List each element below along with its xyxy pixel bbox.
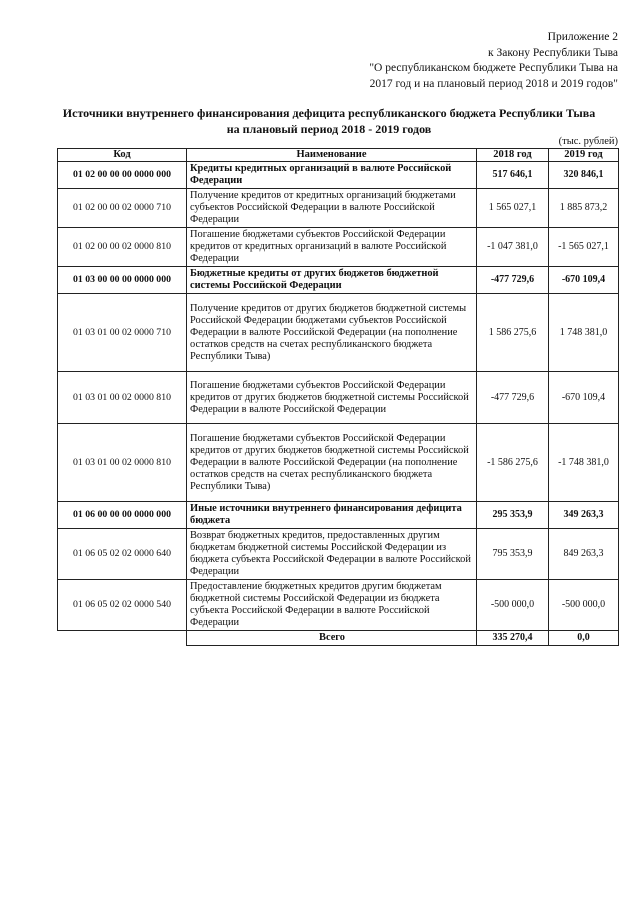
row-value-2019: 1 748 381,0 <box>549 294 619 372</box>
row-name: Погашение бюджетами субъектов Российской Федерации кредитов от других бюджетов бюджетной системы Российской Федерации в валюте Российской Федерации <box>187 372 477 424</box>
row-code: 01 02 00 00 00 0000 000 <box>58 162 187 189</box>
appendix-line: 2017 год и на плановый период 2018 и 2019 годов" <box>369 77 618 90</box>
row-value-2019: 849 263,3 <box>549 529 619 580</box>
row-value-2018: -477 729,6 <box>477 372 549 424</box>
total-value-2018: 335 270,4 <box>477 631 549 646</box>
row-value-2019: 349 263,3 <box>549 502 619 529</box>
row-name: Погашение бюджетами субъектов Российской Федерации кредитов от кредитных организаций в валюте Российской Федерации <box>187 228 477 267</box>
row-code: 01 03 01 00 02 0000 710 <box>58 294 187 372</box>
total-empty-cell <box>58 631 187 646</box>
appendix-header <box>369 30 618 92</box>
row-value-2019: 320 846,1 <box>549 162 619 189</box>
header-code: Код <box>58 149 187 162</box>
table-row <box>58 529 619 580</box>
table-row <box>58 502 619 529</box>
row-value-2019: -1 748 381,0 <box>549 424 619 502</box>
document-title-line: на плановый период 2018 - 2019 годов <box>226 121 432 136</box>
row-name: Кредиты кредитных организаций в валюте Российской Федерации <box>187 162 477 189</box>
document-title <box>40 106 618 137</box>
row-code: 01 06 05 02 02 0000 640 <box>58 529 187 580</box>
row-name: Предоставление бюджетных кредитов другим бюджетам бюджетной системы Российской Федерации из бюджета субъекта Российской Федерации в валюте Российской Федерации <box>187 580 477 631</box>
row-value-2019: -500 000,0 <box>549 580 619 631</box>
header-2018: 2018 год <box>477 149 549 162</box>
table-row <box>58 162 619 189</box>
row-value-2019: -1 565 027,1 <box>549 228 619 267</box>
row-value-2018: -500 000,0 <box>477 580 549 631</box>
appendix-line: "О республиканском бюджете Республики Тыва на <box>369 62 618 74</box>
row-code: 01 06 05 02 02 0000 540 <box>58 580 187 631</box>
unit-label: (тыс. рублей) <box>558 136 618 147</box>
row-value-2018: -1 586 275,6 <box>477 424 549 502</box>
row-value-2019: 1 885 873,2 <box>549 189 619 228</box>
row-name: Получение кредитов от кредитных организаций бюджетами субъектов Российской Федерации в валюте Российской Федерации <box>187 189 477 228</box>
row-code: 01 03 01 00 02 0000 810 <box>58 424 187 502</box>
row-value-2018: 295 353,9 <box>477 502 549 529</box>
row-name: Иные источники внутреннего финансирования дефицита бюджета <box>187 502 477 529</box>
financing-table <box>57 148 619 646</box>
header-2019: 2019 год <box>549 149 619 162</box>
row-name: Погашение бюджетами субъектов Российской Федерации кредитов от других бюджетов бюджетной системы Российской Федерации в валюте Российской Федерации (на пополнение остатков средств на счетах республиканского бюджета Республики Тыва) <box>187 424 477 502</box>
header-name: Наименование <box>187 149 477 162</box>
table-row <box>58 189 619 228</box>
total-row <box>58 631 619 646</box>
row-value-2018: 795 353,9 <box>477 529 549 580</box>
document-title-line: Источники внутреннего финансирования дефицита республиканского бюджета Республики Тыва <box>62 106 596 120</box>
table-row <box>58 228 619 267</box>
row-value-2018: 1 565 027,1 <box>477 189 549 228</box>
table-row <box>58 372 619 424</box>
total-value-2019: 0,0 <box>549 631 619 646</box>
row-value-2019: -670 109,4 <box>549 372 619 424</box>
table-header-row <box>58 149 619 162</box>
table-row <box>58 267 619 294</box>
row-code: 01 03 00 00 00 0000 000 <box>58 267 187 294</box>
row-code: 01 02 00 00 02 0000 810 <box>58 228 187 267</box>
row-value-2018: 517 646,1 <box>477 162 549 189</box>
appendix-line: Приложение 2 <box>547 31 618 43</box>
row-value-2018: 1 586 275,6 <box>477 294 549 372</box>
row-value-2018: -1 047 381,0 <box>477 228 549 267</box>
row-name: Возврат бюджетных кредитов, предоставленных другим бюджетам бюджетной системы Российской Федерации из бюджета субъекта Российской Федерации в валюте Российской Федерации <box>187 529 477 580</box>
row-code: 01 02 00 00 02 0000 710 <box>58 189 187 228</box>
total-label: Всего <box>187 631 477 646</box>
row-name: Получение кредитов от других бюджетов бюджетной системы Российской Федерации бюджетами субъектов Российской Федерации в валюте Российской Федерации (на пополнение остатков средств на счетах республиканского бюджета Республики Тыва) <box>187 294 477 372</box>
row-value-2019: -670 109,4 <box>549 267 619 294</box>
appendix-line: к Закону Республики Тыва <box>488 46 618 59</box>
row-code: 01 06 00 00 00 0000 000 <box>58 502 187 529</box>
table-row <box>58 294 619 372</box>
table-row <box>58 580 619 631</box>
row-value-2018: -477 729,6 <box>477 267 549 294</box>
table-row <box>58 424 619 502</box>
row-code: 01 03 01 00 02 0000 810 <box>58 372 187 424</box>
table-body <box>58 162 619 646</box>
row-name: Бюджетные кредиты от других бюджетов бюджетной системы Российской Федерации <box>187 267 477 294</box>
